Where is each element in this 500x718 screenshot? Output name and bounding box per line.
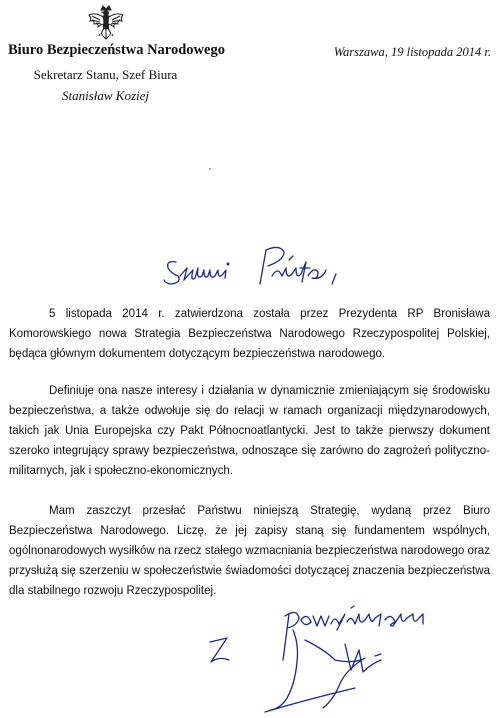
handwritten-closing-and-signature xyxy=(205,600,440,716)
sender-position: Sekretarz Stanu, Szef Biura xyxy=(33,67,178,82)
place-date: Warszawa, 19 listopada 2014 r. xyxy=(333,45,491,59)
stray-mark xyxy=(209,168,211,170)
body-paragraph-1: 5 listopada 2014 r. zatwierdzona została przez Prezydenta RP Bronisława Komorowskiego nowa Strategia Bezpieczeństwa Narodowego Rzeczypospolitej Polskiej, będąca głównym dokumentem dotyczącym bezpieczeństwa narodowego. xyxy=(9,308,490,360)
body-paragraph-3: Mam zaszczyt przesłać Państwu niniejszą Strategię, wydaną przez Biuro Bezpieczeństwa Narodowego. Liczę, że jej zapisy staną się fundamentem wspólnych, ogólnonarodowych wysiłków na rzecz stałego wzmacniania bezpieczeństwa narodowego oraz przysłużą się szerzeniu w społeczeństwie świadomości dotyczącej znaczenia bezpieczeństwa dla stabilnego rozwoju Rzeczypospolitej. xyxy=(9,505,490,597)
body-paragraph-2: Definiuje ona nasze interesy i działania w dynamicznie zmieniającym się środowisku bezpieczeństwa, a także odwołuje się do relacji w ramach organizacji międzynarodowych, takich jak Unia Europejska czy Pakt Północnoatlantycki. Jest to także pierwszy dokument szeroko integrujący sprawy bezpieczeństwa, odnoszące się zarówno do zagrożeń polityczno-militarnych, jak i społeczno-ekonomicznych. xyxy=(9,385,490,477)
polish-eagle-emblem-icon xyxy=(86,4,126,42)
organization-name: Biuro Bezpieczeństwa Narodowego xyxy=(8,42,225,58)
sender-name: Stanisław Koziej xyxy=(61,88,150,103)
handwritten-salutation xyxy=(160,240,390,300)
